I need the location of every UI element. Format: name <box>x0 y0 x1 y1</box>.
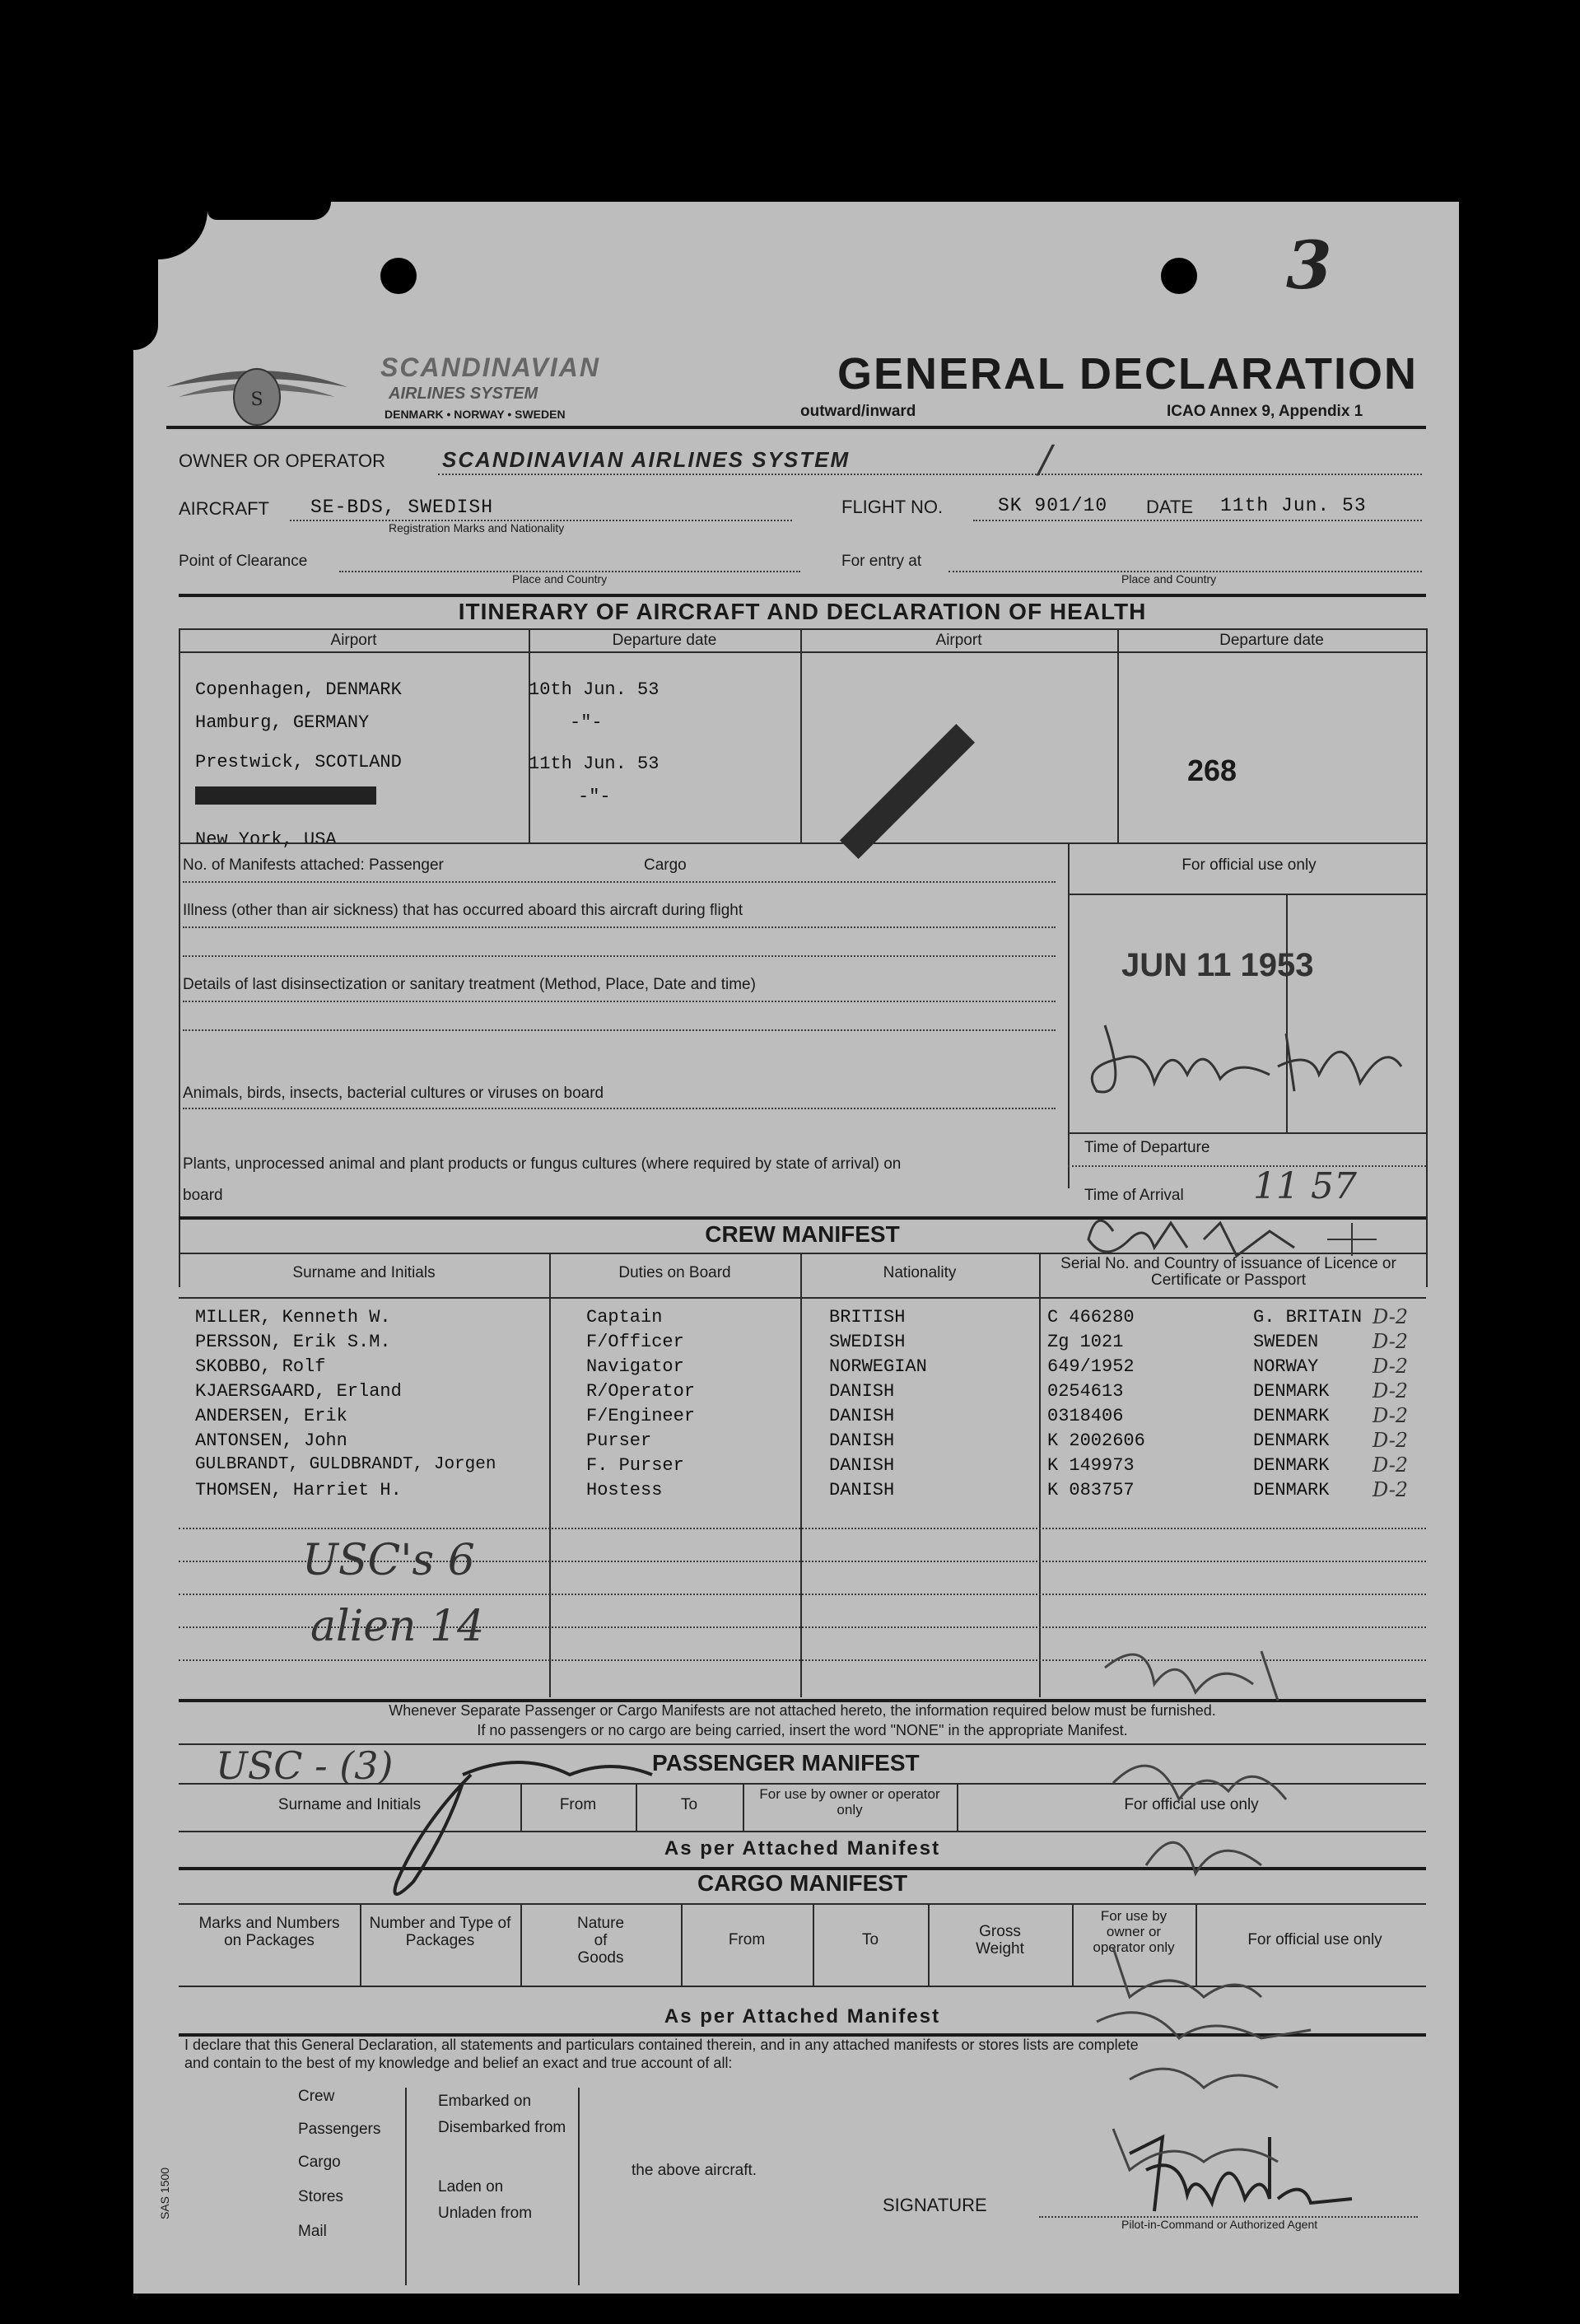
itin-date: 10th Jun. 53 <box>529 679 659 700</box>
torn-edge <box>207 202 331 220</box>
cargo-header-marks: Marks and Numbers on Packages <box>198 1915 340 1949</box>
crew-name: GULBRANDT, GULDBRANDT, Jorgen <box>195 1455 496 1474</box>
form-subtitle: outward/inward <box>800 403 916 420</box>
crew-name: ANTONSEN, John <box>195 1430 347 1451</box>
punch-hole <box>1161 258 1197 294</box>
crew-mark: D-2 <box>1373 1355 1409 1378</box>
entry-label: For entry at <box>841 553 922 570</box>
destination-stamp <box>840 724 975 859</box>
crew-nationality: DANISH <box>829 1406 895 1426</box>
cargo-header-from: From <box>728 1931 766 1948</box>
crew-mark: D-2 <box>1373 1429 1409 1452</box>
crew-nationality: BRITISH <box>829 1307 906 1328</box>
crew-name: KJAERSGAARD, Erland <box>195 1381 402 1402</box>
cargo-header-official: For official use only <box>1247 1931 1382 1948</box>
torn-edge <box>133 259 158 350</box>
crew-duty: Navigator <box>586 1356 684 1377</box>
declaration-item: Mail <box>298 2223 327 2240</box>
cargo-header-nature: Nature of Goods <box>576 1915 625 1967</box>
crew-serial: 649/1952 <box>1047 1356 1135 1377</box>
itin-header-date-2: Departure date <box>1219 632 1324 649</box>
notice-line1: Whenever Separate Passenger or Cargo Manifests are not attached hereto, the information required below must be furnished. <box>389 1702 1216 1719</box>
itin-airport: Prestwick, SCOTLAND <box>195 752 402 772</box>
notice-line2: If no passengers or no cargo are being carried, insert the word "NONE" in the appropriate Manifest. <box>477 1722 1128 1738</box>
crew-handwriting-usc: USC's 6 <box>302 1536 475 1585</box>
cargo-attached: As per Attached Manifest <box>664 2005 941 2028</box>
crew-nationality: DANISH <box>829 1455 895 1476</box>
itin-date: -"- <box>570 712 603 733</box>
aircraft-value: SE-BDS, SWEDISH <box>310 497 494 518</box>
arrival-time: 11 57 <box>1253 1165 1357 1207</box>
airline-sub: AIRLINES SYSTEM <box>389 385 538 403</box>
signature-caption: Pilot-in-Command or Authorized Agent <box>1121 2218 1318 2231</box>
page-number: 3 <box>1286 226 1332 304</box>
disembarked-label: Disembarked from <box>438 2119 566 2136</box>
laden-label: Laden on <box>438 2178 504 2196</box>
signature-label: SIGNATURE <box>883 2195 987 2215</box>
crew-name: ANDERSEN, Erik <box>195 1406 347 1426</box>
official-title: For official use only <box>1182 856 1317 874</box>
airline-countries: DENMARK • NORWAY • SWEDEN <box>385 408 566 421</box>
form-reference: ICAO Annex 9, Appendix 1 <box>1167 403 1363 420</box>
declaration-item: Stores <box>298 2188 343 2205</box>
crew-header-serial: Serial No. and Country of issuance of Licence or Certificate or Passport <box>1060 1255 1396 1289</box>
date-value: 11th Jun. 53 <box>1220 495 1367 516</box>
crew-duty: Captain <box>586 1307 663 1328</box>
departure-label: Time of Departure <box>1084 1139 1210 1156</box>
illness-label: Illness (other than air sickness) that has occurred aboard this aircraft during flight <box>183 902 743 919</box>
declaration-item: Passengers <box>298 2121 381 2138</box>
svg-text:S: S <box>250 390 263 410</box>
cargo-header-number: Number and Type of Packages <box>369 1915 511 1949</box>
crew-country: G. BRITAIN <box>1253 1307 1363 1328</box>
crew-country: SWEDEN <box>1253 1332 1319 1352</box>
crew-nationality: DANISH <box>829 1430 895 1451</box>
itinerary-stamp-number: 268 <box>1187 754 1237 787</box>
declaration-line2: and contain to the best of my knowledge and belief an exact and true account of all: <box>184 2055 733 2071</box>
crew-nationality: SWEDISH <box>829 1332 906 1352</box>
aircraft-caption: Registration Marks and Nationality <box>389 521 565 534</box>
margin-handwriting <box>1080 1206 1426 2178</box>
official-signature <box>1072 992 1418 1108</box>
itin-airport: New York, USA <box>195 829 337 850</box>
crew-duty: Purser <box>586 1430 652 1451</box>
itin-date: -"- <box>578 786 611 807</box>
entry-caption: Place and Country <box>1121 572 1217 586</box>
above-aircraft-label: the above aircraft. <box>632 2162 757 2179</box>
declaration-line1: I declare that this General Declaration, all statements and particulars contained therein, and in any attached manifests or stores lists are complete <box>184 2037 1139 2053</box>
embarked-label: Embarked on <box>438 2093 532 2110</box>
form-code: SAS 1500 <box>158 2167 171 2219</box>
crew-nationality: DANISH <box>829 1381 895 1402</box>
crew-duty: F/Engineer <box>586 1406 696 1426</box>
crew-duty: F. Purser <box>586 1455 684 1476</box>
itin-airport: Hamburg, GERMANY <box>195 712 370 733</box>
crew-header-nationality: Nationality <box>883 1264 957 1281</box>
owner-value: SCANDINAVIAN AIRLINES SYSTEM <box>442 447 851 472</box>
crew-mark: D-2 <box>1373 1379 1409 1402</box>
passenger-header-to: To <box>680 1796 698 1813</box>
plants-label: Plants, unprocessed animal and plant products or fungus cultures (where required by state of arrival) on <box>183 1155 902 1173</box>
manifests-label: No. of Manifests attached: Passenger <box>183 856 444 874</box>
sas-wings-logo <box>158 346 356 436</box>
date-label: DATE <box>1146 497 1194 517</box>
crew-serial: K 083757 <box>1047 1480 1135 1500</box>
crew-nationality: DANISH <box>829 1480 895 1500</box>
crew-duty: Hostess <box>586 1480 663 1500</box>
declaration-item: Crew <box>298 2088 335 2105</box>
itin-header-airport: Airport <box>330 632 377 649</box>
crew-nationality: NORWEGIAN <box>829 1356 927 1377</box>
crew-name: PERSSON, Erik S.M. <box>195 1332 391 1352</box>
document-page <box>133 202 1459 2294</box>
passenger-header-from: From <box>559 1796 597 1813</box>
crew-mark: D-2 <box>1373 1454 1409 1477</box>
disinsect-label: Details of last disinsectization or sanitary treatment (Method, Place, Date and time) <box>183 976 756 993</box>
itin-airport: Copenhagen, DENMARK <box>195 679 402 700</box>
board-label: board <box>183 1187 223 1204</box>
crew-name: MILLER, Kenneth W. <box>195 1307 391 1328</box>
aircraft-label: AIRCRAFT <box>179 498 269 519</box>
itinerary-title: ITINERARY OF AIRCRAFT AND DECLARATION OF HEALTH <box>458 599 1147 624</box>
declaration-item: Cargo <box>298 2154 341 2171</box>
owner-mark: / <box>1039 436 1052 481</box>
crew-mark: D-2 <box>1373 1478 1409 1501</box>
itin-header-date: Departure date <box>612 632 717 649</box>
crew-serial: K 149973 <box>1047 1455 1135 1476</box>
crew-handwriting-alien: alien 14 <box>310 1602 485 1651</box>
cargo-title: CARGO MANIFEST <box>697 1870 908 1896</box>
unladen-label: Unladen from <box>438 2205 533 2222</box>
official-stamp-date: JUN 11 1953 <box>1121 947 1314 983</box>
crew-serial: C 466280 <box>1047 1307 1135 1328</box>
itin-header-airport-2: Airport <box>935 632 982 649</box>
form-title: GENERAL DECLARATION <box>837 349 1419 399</box>
crew-country: DENMARK <box>1253 1455 1330 1476</box>
passenger-header-name: Surname and Initials <box>277 1796 422 1813</box>
crew-serial: K 2002606 <box>1047 1430 1145 1451</box>
clearance-label: Point of Clearance <box>179 553 308 570</box>
passenger-header-official: For official use only <box>1124 1796 1259 1813</box>
redaction-bar <box>195 786 376 805</box>
cargo-header-to: To <box>861 1931 879 1948</box>
crew-country: DENMARK <box>1253 1406 1330 1426</box>
torn-edge <box>133 202 207 259</box>
animals-label: Animals, birds, insects, bacterial cultures or viruses on board <box>183 1085 604 1102</box>
owner-label: OWNER OR OPERATOR <box>179 450 385 471</box>
crew-country: DENMARK <box>1253 1430 1330 1451</box>
itin-date: 11th Jun. 53 <box>529 754 659 774</box>
crew-country: DENMARK <box>1253 1480 1330 1500</box>
clearance-caption: Place and Country <box>512 572 608 586</box>
crew-mark: D-2 <box>1373 1404 1409 1427</box>
cargo-label: Cargo <box>644 856 687 874</box>
punch-hole <box>380 258 417 294</box>
crew-country: NORWAY <box>1253 1356 1319 1377</box>
crew-name: THOMSEN, Harriet H. <box>195 1480 402 1500</box>
cargo-header-weight: Gross Weight <box>976 1923 1024 1958</box>
arrival-label: Time of Arrival <box>1084 1187 1184 1204</box>
crew-country: DENMARK <box>1253 1381 1330 1402</box>
crew-duty: R/Operator <box>586 1381 696 1402</box>
crew-title: CREW MANIFEST <box>705 1221 900 1247</box>
passenger-scribble <box>339 1742 685 1906</box>
crew-serial: 0254613 <box>1047 1381 1124 1402</box>
passenger-attached: As per Attached Manifest <box>664 1837 941 1860</box>
crew-serial: Zg 1021 <box>1047 1332 1124 1352</box>
passenger-header-owner: For use by owner or operator only <box>759 1786 940 1818</box>
airline-name: SCANDINAVIAN <box>380 352 600 382</box>
crew-serial: 0318406 <box>1047 1406 1124 1426</box>
crew-mark: D-2 <box>1373 1305 1409 1328</box>
passenger-handwriting: USC - (3) <box>216 1743 394 1788</box>
crew-mark: D-2 <box>1373 1330 1409 1353</box>
crew-header-name: Surname and Initials <box>292 1264 436 1281</box>
crew-name: SKOBBO, Rolf <box>195 1356 326 1377</box>
crew-duty: F/Officer <box>586 1332 684 1352</box>
crew-header-duty: Duties on Board <box>618 1264 731 1281</box>
flight-label: FLIGHT NO. <box>841 497 944 517</box>
flight-value: SK 901/10 <box>998 495 1108 516</box>
passenger-title: PASSENGER MANIFEST <box>652 1750 920 1776</box>
cargo-header-owner: For use by owner or operator only <box>1093 1908 1175 1955</box>
